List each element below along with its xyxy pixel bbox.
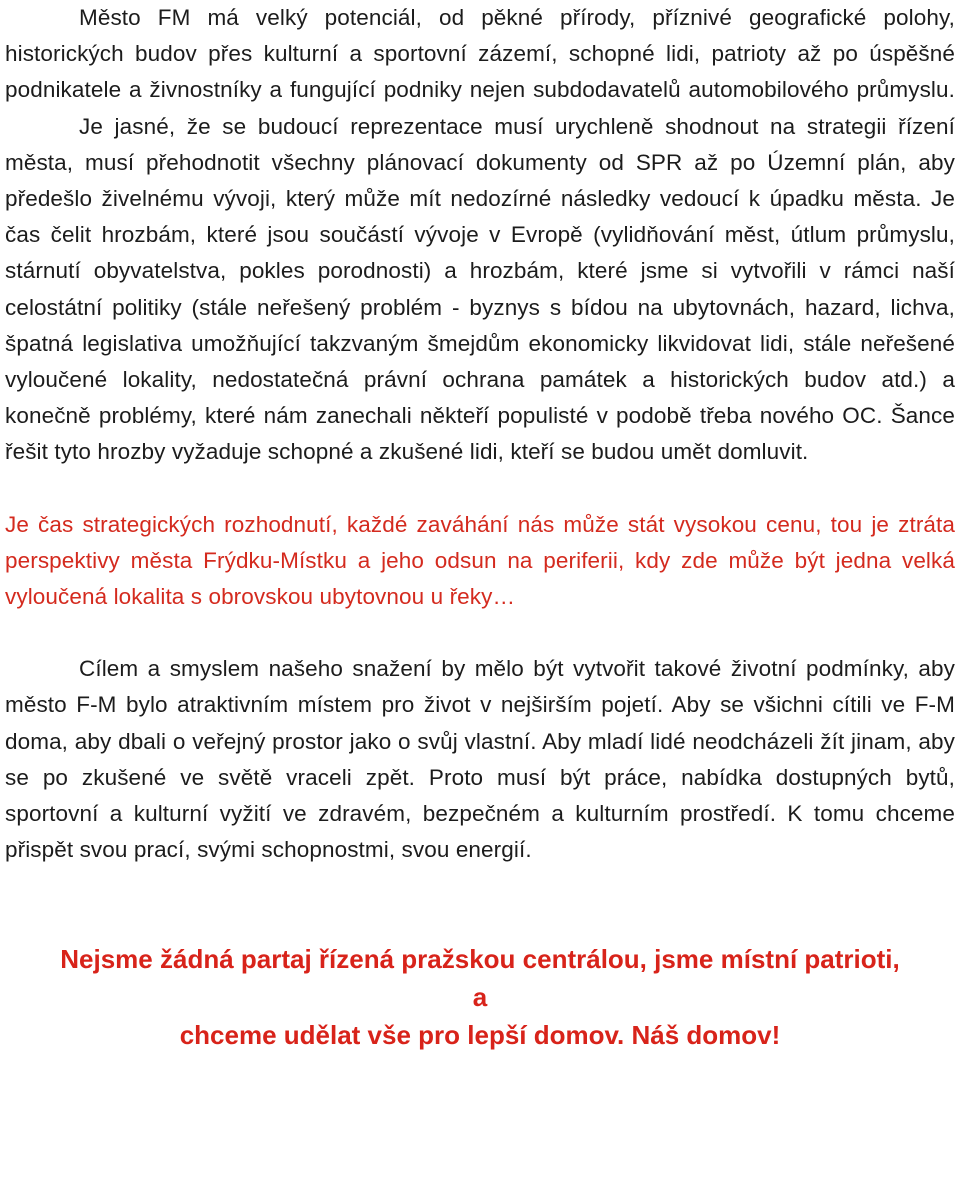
paragraph-spacer xyxy=(5,868,955,940)
paragraph-1-text: Město FM má velký potenciál, od pěkné přírody, příznivé geografické polohy, historických budov přes kulturní a sportovní zázemí, schopné lidi, patrioty až po úspěšné podnikatele a živnostníky a fungující podniky nejen subdodavatelů automobilového průmyslu. xyxy=(5,5,955,103)
document-page xyxy=(5,0,955,1054)
closing-line-1: Nejsme žádná partaj řízená pražskou centrálou, jsme místní patrioti, xyxy=(60,944,900,975)
paragraph-3-highlight xyxy=(5,507,955,616)
paragraph-4 xyxy=(5,651,955,868)
paragraph-spacer xyxy=(5,471,955,507)
closing-line-3: chceme udělat vše pro lepší domov. Náš domov! xyxy=(179,1020,781,1051)
paragraph-3-text: Je čas strategických rozhodnutí, každé zaváhání nás může stát vysokou cenu, tou je ztráta perspektivy města Frýdku-Místku a jeho odsun na periferii, kdy zde může být jedna velká vyloučená lokalita s obrovskou ubytovnou u řeky… xyxy=(5,511,955,610)
paragraph-2-text: Je jasné, že se budoucí reprezentace musí urychleně shodnout na strategii řízení města, musí přehodnotit všechny plánovací dokumenty od SPR až po Územní plán, aby předešlo živelnému vývoji, který může mít nedozírné následky vedoucí k úpadku města. Je čas čelit hrozbám, které jsou součástí vývoje v Evropě (vylidňování měst, útlum průmyslu, stárnutí obyvatelstva, pokles porodnosti) a hrozbám, které jsme si vytvořili v rámci naší celostátní politiky (stále neřešený problém - byznys s bídou na ubytovnách, hazard, lichva, špatná legislativa umožňující takzvaným šmejdům ekonomicky likvidovat lidi, stále neřešené vyloučené lokality, nedostatečná právní ochrana památek a historických budov atd.) a konečně problémy, které nám zanechali někteří populisté v podobě třeba nového OC. Šance řešit tyto hrozby vyžaduje schopné a zkušené lidi, kteří se budou umět domluvit. xyxy=(5,113,955,465)
paragraph-1 xyxy=(5,0,955,471)
closing-statement xyxy=(5,940,955,1054)
closing-line-2: a xyxy=(472,982,488,1013)
paragraph-4-text: Cílem a smyslem našeho snažení by mělo být vytvořit takové životní podmínky, aby město F-M bylo atraktivním místem pro život v nejširším pojetí. Aby se všichni cítili ve F-M doma, aby dbali o veřejný prostor jako o svůj vlastní. Aby mladí lidé neodcházeli žít jinam, aby se po zkušené ve světě vraceli zpět. Proto musí být práce, nabídka dostupných bytů, sportovní a kulturní vyžití ve zdravém, bezpečném a kulturním prostředí. K tomu chceme přispět svou prací, svými schopnostmi, svou energií. xyxy=(5,656,955,863)
paragraph-spacer xyxy=(5,615,955,651)
